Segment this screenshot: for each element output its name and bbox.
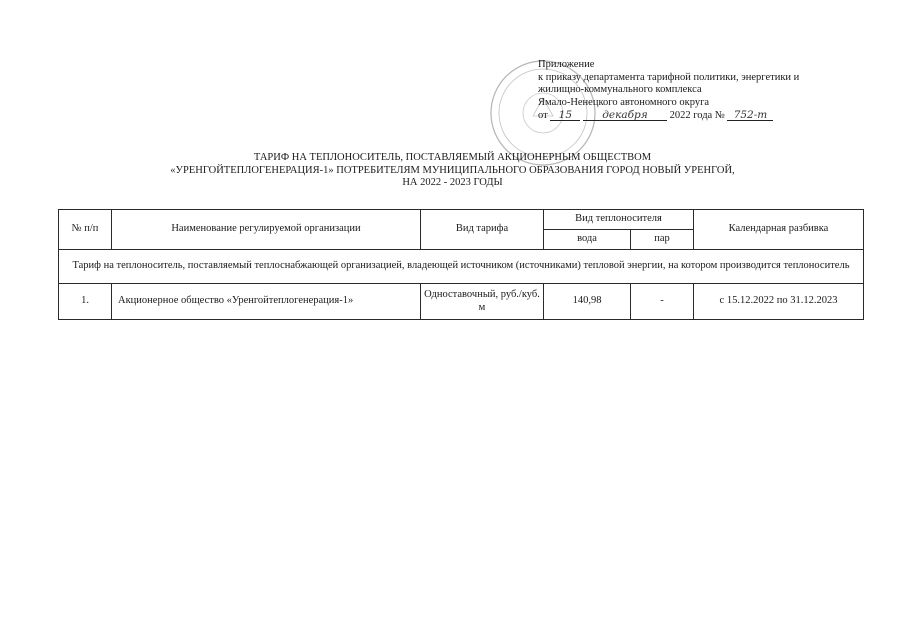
- appendix-department: жилищно-коммунального комплекса: [538, 84, 702, 95]
- row-steam: -: [631, 284, 694, 320]
- order-date-line: [538, 109, 888, 123]
- table-section-row: [59, 250, 864, 284]
- date-prefix: от: [538, 110, 548, 121]
- row-water: 140,98: [544, 284, 631, 320]
- header-org: Наименование регулируемой организации: [112, 210, 421, 250]
- row-org: Акционерное общество «Уренгойтеплогенерация-1»: [112, 284, 421, 320]
- appendix-order-ref: к приказу департамента тарифной политики, энергетики и: [538, 71, 800, 83]
- date-month: декабря: [602, 109, 648, 121]
- document-title: [0, 152, 905, 190]
- appendix-label: Приложение: [538, 59, 595, 70]
- appendix-region: Ямало-Ненецкого автономного округа: [538, 96, 710, 108]
- date-month-field: [583, 109, 667, 121]
- row-tariff-type: Одноставочный, руб./куб. м: [421, 284, 544, 320]
- table-row: [59, 284, 864, 320]
- row-num: 1.: [59, 284, 112, 320]
- header-num: № п/п: [59, 210, 112, 250]
- tariff-table: [58, 209, 864, 320]
- row-period: с 15.12.2022 по 31.12.2023: [694, 284, 864, 320]
- title-line-2: «УРЕНГОЙТЕПЛОГЕНЕРАЦИЯ-1» ПОТРЕБИТЕЛЯМ МУНИЦИПАЛЬНОГО ОБРАЗОВАНИЯ ГОРОД НОВЫЙ УРЕНГОЙ,: [170, 164, 735, 176]
- date-day: 15: [558, 109, 573, 121]
- header-calendar: Календарная разбивка: [694, 210, 864, 250]
- date-year-text: 2022 года №: [669, 110, 725, 121]
- order-number: 752-т: [733, 109, 768, 121]
- order-number-field: [727, 109, 773, 121]
- date-day-field: [550, 109, 580, 121]
- header-tariff-type: Вид тарифа: [421, 210, 544, 250]
- header-steam: пар: [631, 230, 694, 250]
- title-line-3: НА 2022 - 2023 ГОДЫ: [402, 177, 503, 188]
- header-carrier-type: Вид теплоносителя: [544, 210, 694, 230]
- header-water: вода: [544, 230, 631, 250]
- section-title: Тариф на теплоноситель, поставляемый теплоснабжающей организацией, владеющей источником (источниками) тепловой энергии, на котором производится теплоноситель: [59, 250, 864, 284]
- appendix-header: [538, 59, 888, 123]
- table-header-row: [59, 210, 864, 230]
- title-line-1: ТАРИФ НА ТЕПЛОНОСИТЕЛЬ, ПОСТАВЛЯЕМЫЙ АКЦИОНЕРНЫМ ОБЩЕСТВОМ: [253, 152, 652, 163]
